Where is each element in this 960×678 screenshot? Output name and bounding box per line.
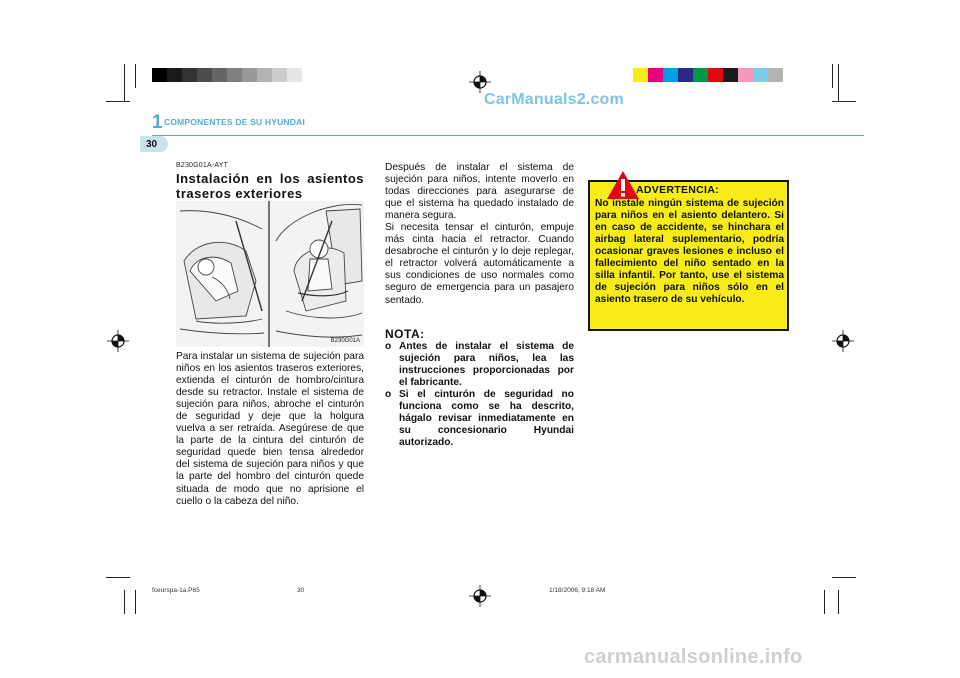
crop-mark (824, 590, 825, 614)
warning-triangle-icon (606, 170, 640, 200)
gray-swatch (257, 68, 272, 82)
color-swatch (648, 68, 663, 82)
nota-bullet: o (385, 341, 392, 352)
registration-mark-icon (469, 585, 491, 607)
nota-list (385, 341, 574, 449)
gray-color-bar (152, 68, 317, 82)
nota-item (385, 389, 574, 449)
chapter-header (152, 110, 864, 134)
color-swatch (693, 68, 708, 82)
column2-paragraph-2: Si necesita tensar el cinturón, empuje más cinta hacia el retractor. Cuando desabroche el cinturón y lo deje replegar, el retractor volverá automáticamente a sus condiciones de uso normales como seguro de emergencia para un pasajero sentado. (385, 222, 574, 306)
section-code: B230G01A-AYT (176, 162, 229, 169)
color-swatch (633, 68, 648, 82)
color-swatch (753, 68, 768, 82)
child-seat-drawing (176, 201, 364, 347)
gray-swatch (302, 68, 317, 82)
chapter-title: COMPONENTES DE SU HYUNDAI (164, 117, 306, 127)
column1-paragraph: Para instalar un sistema de sujeción para niños en los asientos traseros exteriores, extienda el cinturón de hombro/cintura desde su retractor. Instale el sistema de sujeción para niños, abroche el cinturón de seguridad y deje que la holgura vuelva a ser retraída. Asegúrese de que la parte de la cintura del cinturón de seguridad quede bien tensa alrededor del sistema de sujeción para niños y que la parte del hombro del cinturón quede situada de modo que no aprisione el cuello o la cabeza del niño. (176, 351, 364, 507)
chapter-rule (152, 135, 864, 136)
watermark-top[interactable]: CarManuals2.com (484, 91, 624, 108)
gray-swatch (167, 68, 182, 82)
nota-item-text: Si el cinturón de seguridad no funciona como se ha descrito, hágalo revisar inmediatamente en su concesionario Hyundai autorizado. (399, 389, 574, 449)
color-swatch (708, 68, 723, 82)
color-swatch (768, 68, 783, 82)
crop-mark (838, 64, 839, 102)
registration-mark-icon (832, 330, 854, 352)
footer-page: 30 (297, 587, 305, 594)
chapter-number: 1 (152, 112, 163, 133)
crop-mark (832, 577, 856, 578)
watermark-bottom[interactable]: carmanualsonline.info (584, 646, 803, 668)
gray-swatch (287, 68, 302, 82)
nota-item-text: Antes de instalar el sistema de sujeción para niños, lea las instrucciones proporcionadas por el fabricante. (399, 341, 574, 389)
crop-mark (838, 590, 839, 614)
figure-code: B230G01A (330, 338, 360, 344)
child-seat-illustration (176, 201, 364, 347)
gray-swatch (182, 68, 197, 82)
nota-title: NOTA: (385, 327, 425, 341)
crop-mark (124, 64, 125, 102)
footer-timestamp: 1/18/2006, 9:18 AM (549, 587, 606, 594)
gray-swatch (272, 68, 287, 82)
registration-mark-icon (469, 71, 491, 93)
section-heading: Instalación en los asientos traseros exteriores (176, 171, 364, 201)
crop-mark (832, 64, 833, 88)
color-swatch (723, 68, 738, 82)
crop-mark (135, 590, 136, 614)
crop-mark (832, 101, 856, 102)
process-color-bar (633, 68, 783, 82)
gray-swatch (242, 68, 257, 82)
registration-mark-icon (107, 330, 129, 352)
warning-text: No instale ningún sistema de sujeción para niños en el asiento delantero. Si en caso de accidente, se hinchara el airbag lateral suplementario, podría ocasionar graves lesiones e incluso el fallecimiento del niño sentado en la silla infantil. Por tanto, use el sistema de sujeción para niños sólo en el asiento trasero de su vehículo. (595, 198, 784, 306)
color-swatch (663, 68, 678, 82)
nota-item (385, 341, 574, 389)
gray-swatch (212, 68, 227, 82)
page-number: 30 (146, 139, 158, 150)
color-swatch (738, 68, 753, 82)
footer-filename: fceurspa-1a.P65 (152, 587, 200, 594)
gray-swatch (227, 68, 242, 82)
gray-swatch (197, 68, 212, 82)
warning-title: ADVERTENCIA: (636, 184, 719, 196)
column2-text (385, 162, 574, 307)
crop-mark (106, 577, 130, 578)
nota-bullet: o (385, 389, 392, 401)
crop-mark (106, 101, 130, 102)
column2-paragraph-1: Después de instalar el sistema de sujeción para niños, intente moverlo en todas direcciones para asegurarse de que el sistema ha quedado instalado de manera segura. (385, 162, 574, 222)
gray-swatch (152, 68, 167, 82)
crop-mark (135, 64, 136, 88)
crop-mark (124, 590, 125, 614)
color-swatch (678, 68, 693, 82)
